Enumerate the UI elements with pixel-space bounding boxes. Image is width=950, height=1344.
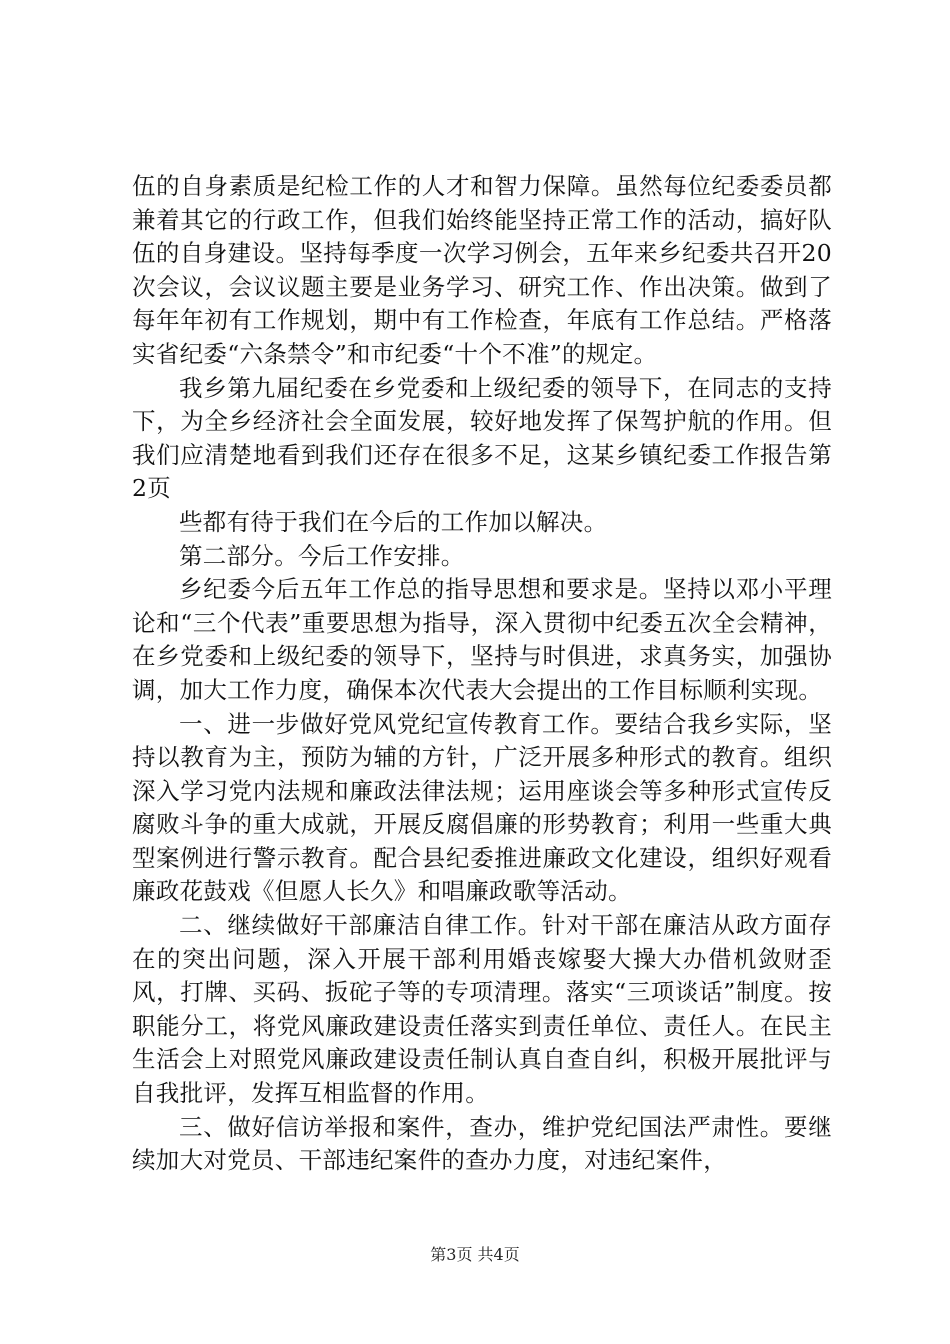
paragraph-5: 乡纪委今后五年工作总的指导思想和要求是。坚持以邓小平理论和“三个代表”重要思想为指导，深入贯彻中纪委五次全会精神，在乡党委和上级纪委的领导下，坚持与时俱进，求真务实，加强协调，加大工作力度，确保本次代表大会提出的工作目标顺利实现。: [132, 575, 832, 704]
paragraph-6: 一、进一步做好党风党纪宣传教育工作。要结合我乡实际，坚持以教育为主，预防为辅的方针，广泛开展多种形式的教育。组织深入学习党内法规和廉政法律法规；运用座谈会等多种形式宣传反腐败斗争的重大成就，开展反腐倡廉的形势教育；利用一些重大典型案例进行警示教育。配合县纪委推进廉政文化建设，组织好观看廉政花鼓戏《但愿人长久》和唱廉政歌等活动。: [132, 709, 832, 906]
paragraph-4: 第二部分。今后工作安排。: [179, 541, 465, 570]
paragraph-2: 我乡第九届纪委在乡党委和上级纪委的领导下，在同志的支持下，为全乡经济社会全面发展，较好地发挥了保驾护航的作用。但我们应清楚地看到我们还存在很多不足，这某乡镇纪委工作报告第2页: [132, 373, 832, 503]
paragraph-1: 伍的自身素质是纪检工作的人才和智力保障。虽然每位纪委委员都兼着其它的行政工作，但我们始终能坚持正常工作的活动，搞好队伍的自身建设。坚持每季度一次学习例会，五年来乡纪委共召开20次会议，会议议题主要是业务学习、研究工作、作出决策。做到了每年年初有工作规划，期中有工作检查，年底有工作总结。严格落实省纪委“六条禁令”和市纪委“十个不准”的规定。: [132, 172, 832, 368]
paragraph-3: 些都有待于我们在今后的工作加以解决。: [179, 507, 608, 536]
paragraph-7: 二、继续做好干部廉洁自律工作。针对干部在廉洁从政方面存在的突出问题，深入开展干部利用婚丧嫁娶大操大办借机敛财歪风，打牌、买码、扳砣子等的专项清理。落实“三项谈话”制度。按职能分工，将党风廉政建设责任落实到责任单位、责任人。在民主生活会上对照党风廉政建设责任制认真自查自纠，积极开展批评与自我批评，发挥互相监督的作用。: [132, 911, 832, 1108]
document-body: [132, 170, 832, 1178]
page-footer: [0, 1244, 950, 1266]
paragraph-8: 三、做好信访举报和案件，查办，维护党纪国法严肃性。要继续加大对党员、干部违纪案件的查办力度，对违纪案件，: [132, 1112, 832, 1175]
page-number-label: 第3页 共4页: [430, 1245, 520, 1264]
